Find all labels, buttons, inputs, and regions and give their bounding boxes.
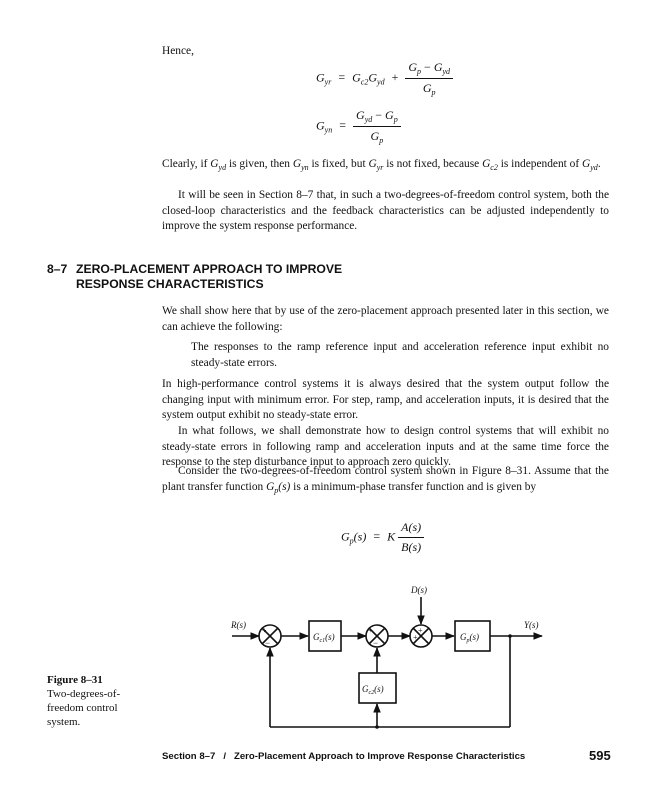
paragraph-section-ref: It will be seen in Section 8–7 that, in such a two-degrees-of-freedom control system, both the closed-loop characteristics and the feedback characteristics can be adjusted independently to improve the system response performance. — [162, 189, 609, 233]
section-title-line2: RESPONSE CHARACTERISTICS — [76, 277, 264, 291]
section-number: 8–7 — [47, 262, 68, 276]
caption-title: Figure 8–31 — [47, 674, 103, 686]
caption-line3: system. — [47, 716, 81, 728]
label-d: D(s) — [411, 585, 427, 595]
sign-sum1-plus: + — [262, 626, 267, 635]
sign-sum2-plus: + — [368, 626, 373, 635]
label-gp: $G_p(s)$ — [460, 632, 479, 644]
block-quote: The responses to the ramp reference input and acceleration reference input exhibit no steady-state errors. — [191, 341, 609, 369]
label-y: Y(s) — [524, 620, 539, 630]
caption-line2: freedom control — [47, 702, 118, 714]
figure-caption — [47, 673, 120, 729]
sign-sum1-minus: − — [265, 638, 271, 648]
equation-gp: $G_p(s) = K$ $\frac{A(s)}{B(s)}$ — [341, 520, 424, 555]
paragraph-consider: Consider the two-degrees-of-freedom control system shown in Figure 8–31. Assume that the plant transfer function $G_p(s)$ is a minimum-phase transfer function and is given by — [162, 465, 609, 495]
label-gc1: $G_{c1}(s)$ — [313, 632, 335, 644]
caption-line1: Two-degrees-of- — [47, 688, 121, 700]
label-r: R(s) — [231, 620, 246, 630]
paragraph-in-what-follows: In what follows, we shall demonstrate how to design control systems that will exhibit no steady-state errors in following ramp and acceleration inputs and at the same time force the response to the step disturbance input to approach zero quickly. — [162, 425, 609, 469]
section-title-line1: ZERO-PLACEMENT APPROACH TO IMPROVE — [76, 262, 343, 276]
sign-sum3-plus-top: + — [418, 626, 423, 635]
paragraph-clearly: Clearly, if $G_{yd}$ is given, then $G_{yn}$ is fixed, but $G_{yr}$ is not fixed, because $G_{c2}$ is independent of $G_{yd}$. — [162, 158, 601, 172]
running-footer: Section 8–7 / Zero-Placement Approach to Improve Response Characteristics — [162, 751, 526, 762]
sign-sum2-minus: − — [373, 638, 379, 648]
label-gc2: $G_{c2}(s)$ — [362, 684, 384, 696]
page-number: 595 — [589, 748, 611, 763]
intro-text: Hence, — [162, 45, 194, 57]
equation-gyn: $G_{yn}$ = $\frac{G_{yd} - G_p}{G_p}$ — [316, 108, 401, 145]
equation-gyr: $G_{yr} = G_{c2}G_{yd}$ + $\frac{G_p - G_{yd}}{G_p}$ — [316, 60, 453, 97]
paragraph-we-shall-show: We shall show here that by use of the zero-placement approach presented later in this section, we can achieve the following: — [162, 305, 609, 333]
sign-sum3-plus-left: + — [413, 633, 418, 642]
paragraph-high-performance: In high-performance control systems it is always desired that the system output follow the changing input with minimum error. For step, ramp, and acceleration inputs, it is desired that the system output exhibit no steady-state error. — [162, 378, 609, 422]
